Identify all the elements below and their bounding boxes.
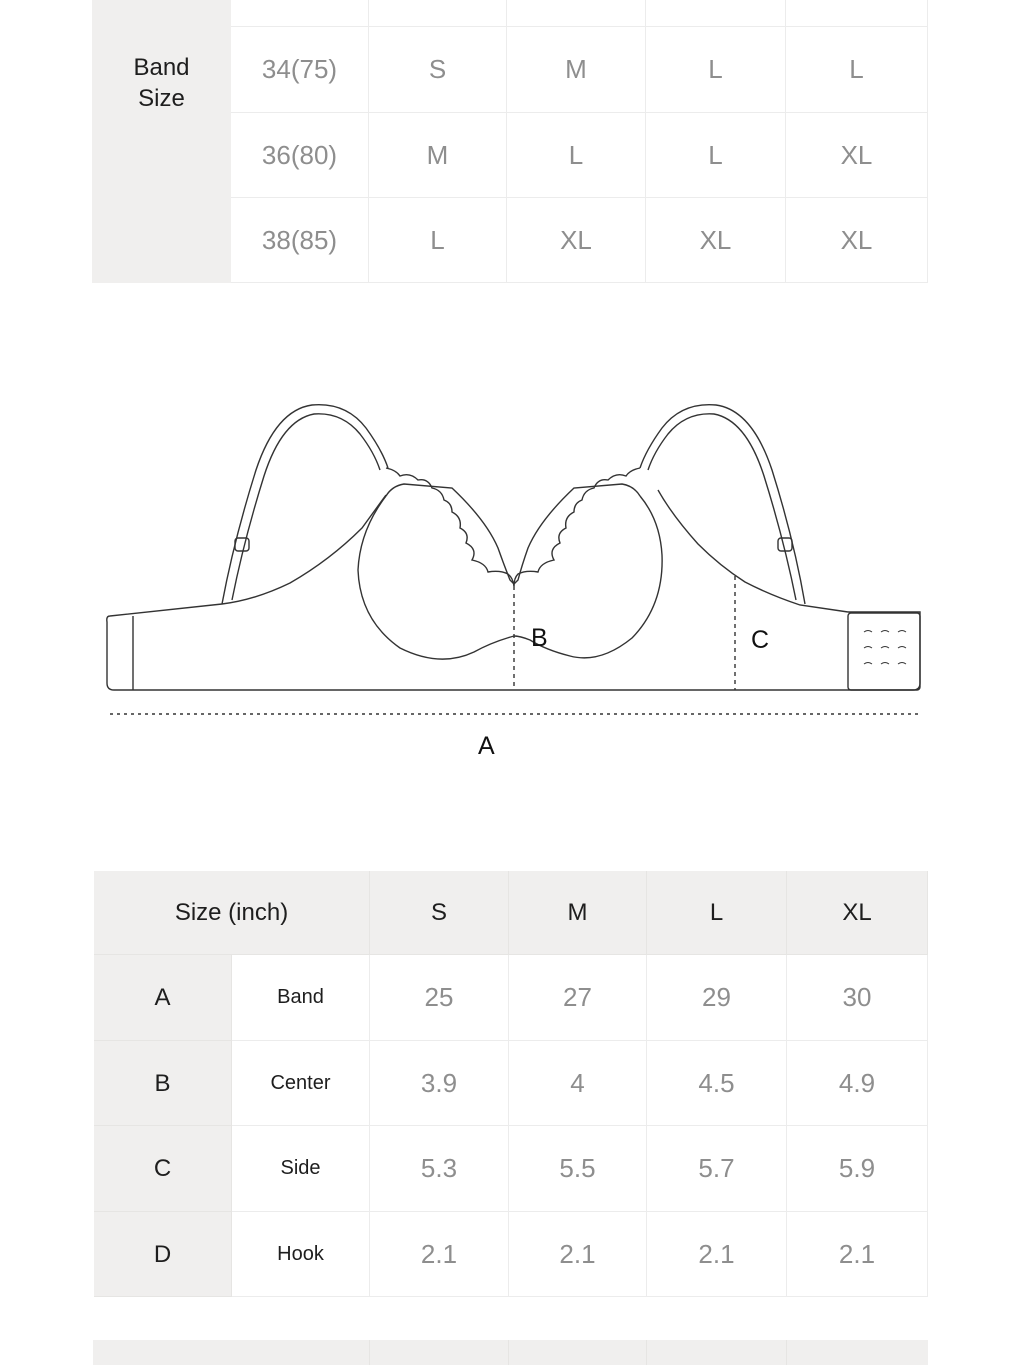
size-cell: XL — [507, 198, 646, 283]
grid-line — [508, 1340, 509, 1365]
cropped-row-header-cell — [92, 0, 231, 27]
cropped-top-row — [92, 0, 928, 27]
measure-label-a: A — [478, 732, 495, 760]
size-cell: S — [369, 27, 507, 113]
size-cell: XL — [786, 198, 928, 283]
measure-cell: 5.9 — [787, 1126, 928, 1212]
grid-line — [369, 1340, 370, 1365]
measure-cell: 2.1 — [509, 1212, 647, 1297]
band-value-cell: 38(85) — [231, 198, 369, 283]
size-cell: L — [786, 27, 928, 113]
row-name: Side — [232, 1126, 370, 1212]
measure-cell: 5.7 — [647, 1126, 787, 1212]
row-name: Band — [232, 955, 370, 1041]
column-header: XL — [787, 871, 928, 955]
grid-line — [368, 0, 369, 27]
size-cell: L — [507, 113, 646, 198]
measure-cell: 3.9 — [370, 1041, 509, 1126]
band-size-header: Band Size — [92, 27, 231, 283]
measure-cell: 5.3 — [370, 1126, 509, 1212]
column-header: M — [509, 871, 647, 955]
row-code: B — [94, 1041, 232, 1126]
measure-label-b: B — [531, 624, 548, 652]
grid-line — [506, 0, 507, 27]
grid-line — [646, 1340, 647, 1365]
grid-line — [645, 0, 646, 27]
size-cell: XL — [646, 198, 786, 283]
row-name: Hook — [232, 1212, 370, 1297]
measure-cell: 27 — [509, 955, 647, 1041]
cropped-next-table — [93, 1340, 928, 1365]
measure-cell: 4.5 — [647, 1041, 787, 1126]
measure-cell: 25 — [370, 955, 509, 1041]
size-cell: L — [369, 198, 507, 283]
column-header: S — [370, 871, 509, 955]
row-code: A — [94, 955, 232, 1041]
band-value-cell: 34(75) — [231, 27, 369, 113]
column-header: L — [647, 871, 787, 955]
bra-illustration — [0, 380, 1024, 780]
bra-diagram — [0, 380, 1024, 780]
size-cell: M — [507, 27, 646, 113]
size-cell: XL — [786, 113, 928, 198]
grid-line — [786, 1340, 787, 1365]
row-code: D — [94, 1212, 232, 1297]
measure-cell: 29 — [647, 955, 787, 1041]
measure-cell: 4.9 — [787, 1041, 928, 1126]
row-code: C — [94, 1126, 232, 1212]
measure-label-c: C — [751, 626, 770, 654]
size-cell: L — [646, 113, 786, 198]
measure-cell: 4 — [509, 1041, 647, 1126]
size-cell: M — [369, 113, 507, 198]
band-value-cell: 36(80) — [231, 113, 369, 198]
size-cell: L — [646, 27, 786, 113]
size-inch-header: Size (inch) — [94, 871, 370, 955]
measure-cell: 2.1 — [370, 1212, 509, 1297]
measure-cell: 5.5 — [509, 1126, 647, 1212]
grid-line — [927, 0, 928, 27]
measure-cell: 2.1 — [647, 1212, 787, 1297]
measure-cell: 30 — [787, 955, 928, 1041]
row-name: Center — [232, 1041, 370, 1126]
grid-line — [785, 0, 786, 27]
measure-cell: 2.1 — [787, 1212, 928, 1297]
